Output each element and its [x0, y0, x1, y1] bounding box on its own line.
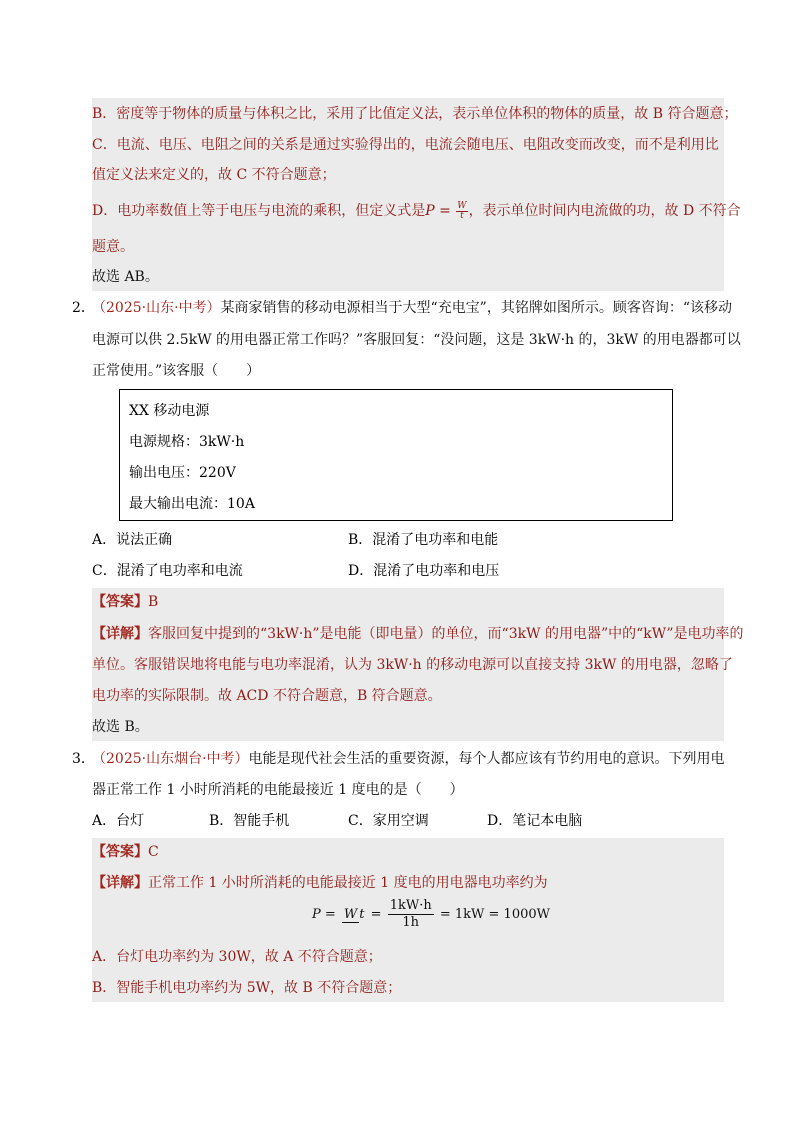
question-2-stem: （2025·山东·中考）某商家销售的移动电源相当于大型“充电宝”，其铭牌如图所示。顾客咨询：“该移动 [92, 300, 733, 316]
question-2-detail-line-2: 单位。客服错误地将电能与电功率混淆，认为 3kW·h 的移动电源可以直接支持 3kW 的用电器，忽略了 [92, 657, 733, 673]
nameplate-title: XX 移动电源 [129, 403, 210, 419]
question-3-answer [92, 842, 159, 862]
question-3-source: （2025·山东烟台·中考） [92, 751, 249, 767]
question-3-option-b-explanation: B．智能手机电功率约为 5W，故 B 不符合题意； [92, 980, 402, 996]
question-2-option-b: B．混淆了电功率和电能 [348, 532, 499, 548]
question-2-detail-line-3: 电功率的实际限制。故 ACD 不符合题意，B 符合题意。 [92, 688, 442, 704]
question-3-option-b: B．智能手机 [209, 813, 290, 829]
question-2-option-d: D．混淆了电功率和电压 [348, 563, 500, 579]
fraction-w-over-t: $\frac{W}{t}$ [457, 200, 467, 221]
question-3-option-c: C．家用空调 [348, 813, 429, 829]
answer-tag: 【答案】 [92, 844, 148, 860]
question-3-stem: （2025·山东烟台·中考）电能是现代社会生活的重要资源，每个人都应该有节约用电的意识。下列用电 [92, 751, 725, 767]
nameplate-voltage: 输出电压：220V [129, 465, 236, 481]
prev-conclusion: 故选 AB。 [92, 269, 159, 285]
answer-tag: 【答案】 [92, 594, 148, 610]
prev-answer-shade [92, 98, 724, 291]
question-2-option-c: C．混淆了电功率和电流 [92, 563, 243, 579]
question-2-number: 2． [72, 300, 95, 316]
question-3-stem-line-2: 器正常工作 1 小时所消耗的电能最接近 1 度电的是（ ） [92, 782, 464, 798]
question-2-stem-line-2: 电源可以供 2.5kW 的用电器正常工作吗？”客服回复：“没问题，这是 3kW·h 的，3kW 的用电器都可以 [92, 332, 741, 348]
answer-value: B [148, 594, 159, 610]
symbol-p: P [425, 203, 435, 219]
question-2-stem-line-3: 正常使用。”该客服（ ） [92, 363, 261, 379]
question-3-option-a-explanation: A．台灯电功率约为 30W，故 A 不符合题意； [92, 949, 382, 965]
detail-tag: 【详解】 [92, 875, 148, 891]
question-3-detail: 【详解】正常工作 1 小时所消耗的电能最接近 1 度电的用电器电功率约为 [92, 875, 548, 891]
question-3-option-a: A．台灯 [92, 813, 145, 829]
detail-tag: 【详解】 [92, 626, 148, 642]
formula-energy-over-time: $\frac{1kW\cdot h}{1h}$ [389, 898, 432, 930]
question-2-option-a: A．说法正确 [92, 532, 173, 548]
prev-option-d-explanation: D．电功率数值上等于电压与电流的乘积，但定义式是P = $\frac{W}{t}$ ，表示单位时间内电流做的功，故 D 不符合 [92, 200, 741, 221]
prev-option-b-explanation: B．密度等于物体的质量与体积之比，采用了比值定义法，表示单位体积的物体的质量，故 B 符合题意； [92, 106, 738, 122]
formula-w-over-t: W t [343, 906, 365, 922]
question-3-option-d: D．笔记本电脑 [487, 813, 583, 829]
nameplate-box [119, 389, 673, 521]
power-formula: P = W t = $\frac{1kW\cdot h}{1h}$ = 1kW = 1000W [312, 898, 550, 930]
prev-option-c-explanation-cont: 值定义法来定义的，故 C 不符合题意； [92, 167, 336, 183]
nameplate-current: 最大输出电流：10A [129, 496, 255, 512]
question-3-number: 3． [72, 751, 95, 767]
prev-option-c-explanation: C．电流、电压、电阻之间的关系是通过实验得出的，电流会随电压、电阻改变而改变，而不是利用比 [92, 137, 719, 153]
question-2-detail: 【详解】客服回复中提到的“3kW·h”是电能（即电量）的单位，而“3kW 的用电器”中的“kW”是电功率的 [92, 626, 744, 642]
prev-option-d-explanation-cont: 题意。 [92, 239, 134, 255]
question-2-source: （2025·山东·中考） [92, 300, 221, 316]
nameplate-spec: 电源规格：3kW·h [129, 434, 245, 450]
question-2-answer [92, 592, 158, 612]
question-2-conclusion: 故选 B。 [92, 719, 149, 735]
answer-value: C [148, 844, 159, 860]
